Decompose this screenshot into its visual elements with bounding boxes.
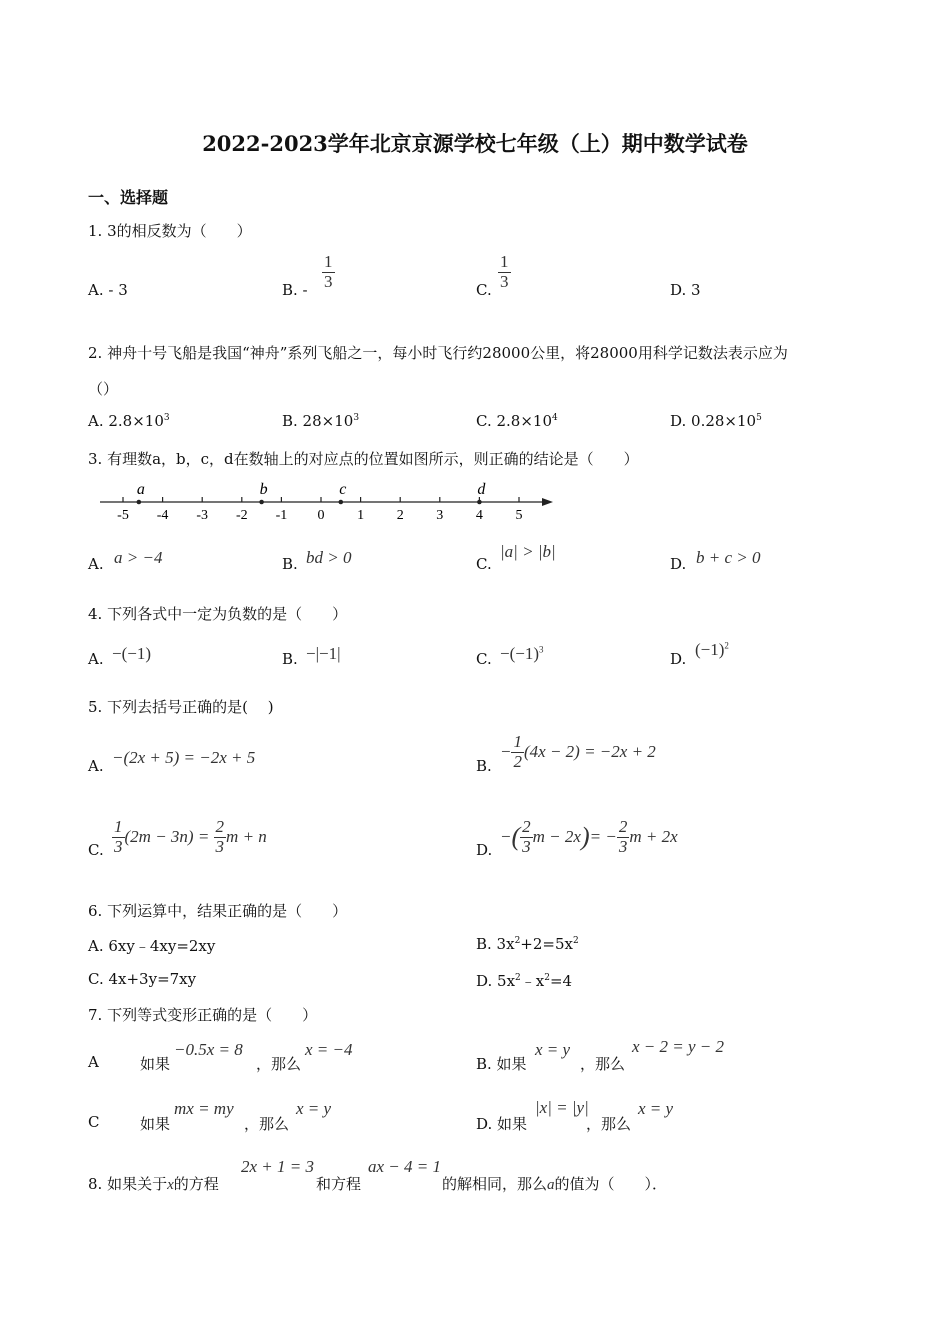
point-c: [339, 500, 344, 505]
q1-stem: 1. 3的相反数为（ ）: [88, 222, 252, 240]
q1-b-num: 1: [324, 252, 333, 271]
q2-c-base: C. 2.8×10: [476, 412, 552, 430]
point-label-c: c: [339, 481, 347, 498]
point-d: [477, 500, 482, 505]
q1-option-b: [282, 281, 308, 299]
q7-d-namo: ，那么: [586, 1115, 632, 1133]
q7-b-namo: ，那么: [580, 1055, 626, 1073]
q2-b-base: B. 28×10: [282, 412, 354, 430]
q4-option-a-label: A.: [88, 650, 104, 668]
tick-label: -5: [117, 508, 129, 523]
q4-option-a-expr: −(−1): [112, 644, 151, 663]
tick-label: -2: [235, 508, 248, 523]
q2-c-exp: 4: [552, 413, 558, 423]
q5-stem: 5. 下列去括号正确的是( ): [88, 698, 274, 716]
tick-label: 4: [475, 508, 483, 523]
q8-eq2: ax − 4 = 1: [368, 1157, 441, 1176]
q5-option-a-expr: −(2x + 5) = −2x + 5: [112, 748, 256, 767]
q6-b-e1: 2: [514, 936, 521, 946]
q3-option-d-expr: b + c > 0: [696, 548, 761, 567]
number-line: [95, 478, 565, 528]
q8-mid3: 的解相同，那么: [442, 1175, 548, 1193]
q7-option-a-label: A: [88, 1053, 99, 1071]
q5-c-num2: 2: [215, 817, 225, 836]
q5-d-lparen: (: [511, 822, 521, 852]
q5-option-c-label: C.: [88, 841, 104, 859]
q3-option-b-expr: bd > 0: [306, 548, 352, 567]
q7-a-if: −0.5x = 8: [174, 1040, 243, 1059]
q7-option-b-label: B. 如果: [476, 1055, 527, 1073]
q6-d-e2: 2: [544, 973, 550, 983]
q5-d-mid: m − 2x: [532, 827, 581, 847]
q5-d-num2: 2: [618, 817, 628, 836]
tick-label: -3: [196, 508, 209, 523]
q7-stem: 7. 下列等式变形正确的是（ ）: [88, 1006, 318, 1024]
q5-option-d-label: D.: [476, 841, 493, 859]
q6-b-e2: 2: [572, 936, 579, 946]
q5-d-den: 3: [522, 836, 531, 856]
q1-option-c: C.: [476, 281, 492, 299]
q4-option-b-label: B.: [282, 650, 298, 668]
q7-a-then: x = −4: [305, 1040, 353, 1059]
q7-a-namo: ，那么: [256, 1055, 302, 1073]
q3-option-a-expr: a > −4: [114, 548, 163, 567]
q5-b-den: 2: [513, 751, 522, 771]
q4-option-b-expr: −|−1|: [306, 644, 341, 663]
point-label-d: d: [477, 481, 486, 498]
q5-d-post: m + 2x: [629, 827, 678, 847]
q5-d-rparen: ): [580, 822, 590, 852]
q3-stem: 3. 有理数a，b，c，d在数轴上的对应点的位置如图所示，则正确的结论是（ ）: [88, 450, 639, 468]
q5-option-a-label: A.: [88, 757, 104, 775]
q7-c-namo: ，那么: [244, 1115, 290, 1133]
q6-d-3: =4: [549, 972, 573, 990]
q5-b-post: (4x − 2) = −2x + 2: [523, 742, 656, 762]
q7-d-if: |x| = |y|: [535, 1098, 589, 1117]
q4-c-exp: 3: [539, 644, 544, 655]
q6-d-2: ﹣x: [520, 972, 545, 990]
q5-option-b-label: B.: [476, 757, 492, 775]
q8-var-x: x: [167, 1177, 174, 1193]
q5-c-mid: (2m − 3n) =: [124, 827, 210, 847]
q1-c-num: 1: [500, 252, 509, 271]
q5-d-eq: = −: [589, 827, 617, 847]
q7-c-then: x = y: [296, 1099, 332, 1118]
q8-var-a: a: [547, 1177, 555, 1193]
q6-option-b: [476, 935, 579, 953]
q7-b-if: x = y: [535, 1040, 571, 1059]
q1-option-a: A. - 3: [88, 281, 128, 299]
q6-option-a: A. 6xy﹣4xy=2xy: [88, 937, 216, 955]
q4-option-d-expr: [695, 640, 729, 660]
q8-eq1: 2x + 1 = 3: [241, 1157, 314, 1176]
q2-stem-cont: （）: [88, 380, 119, 398]
q7-c-ruguo: 如果: [140, 1115, 171, 1133]
q7-c-if: mx = my: [174, 1099, 234, 1118]
q6-b-2: +2=5x: [520, 935, 573, 953]
point-label-a: a: [136, 481, 145, 498]
q6-b-1: B. 3x: [476, 935, 515, 953]
tick-label: 5: [515, 508, 523, 523]
q6-option-d: [476, 970, 572, 991]
q7-d-then: x = y: [638, 1099, 674, 1118]
q5-c-den2: 3: [215, 836, 225, 856]
q1-b-fraction: [322, 253, 335, 291]
q2-option-a: [88, 412, 170, 430]
q5-c-den: 3: [114, 836, 123, 856]
q6-option-c: C. 4x+3y=7xy: [88, 970, 197, 988]
q1-option-d: D. 3: [670, 281, 701, 299]
point-a: [137, 500, 142, 505]
q5-c-num: 1: [114, 817, 123, 836]
q5-option-b-expr: [500, 733, 656, 771]
tick-label: -1: [275, 508, 288, 523]
page-title: 2022-2023学年北京京源学校七年级（上）期中数学试卷: [202, 131, 748, 156]
q6-stem: 6. 下列运算中，结果正确的是（ ）: [88, 902, 348, 920]
q2-a-base: A. 2.8×10: [88, 412, 164, 430]
q5-d-pre: −: [500, 827, 512, 847]
q3-option-c-label: C.: [476, 555, 492, 573]
q2-a-exp: 3: [163, 413, 170, 423]
q4-d-base: (−1): [695, 640, 725, 659]
q3-option-d-label: D.: [670, 555, 687, 573]
q8-post: 的值为（ ）．: [554, 1175, 668, 1193]
q7-b-then: x − 2 = y − 2: [632, 1037, 725, 1056]
q2-d-base: D. 0.28×10: [670, 412, 757, 430]
q5-option-d-expr: [500, 818, 678, 856]
q5-b-pre: −: [500, 742, 512, 762]
q4-option-c-expr: [500, 644, 544, 664]
q2-d-exp: 5: [756, 413, 762, 423]
number-line-arrow: [542, 498, 553, 506]
q2-option-c: [476, 412, 558, 430]
q2-stem: 2. 神舟十号飞船是我国“神舟”系列飞船之一，每小时飞行约28000公里，将28000用科学记数法表示应为: [88, 344, 788, 362]
tick-label: 2: [396, 508, 404, 523]
q5-b-num: 1: [513, 732, 522, 751]
q4-d-exp: 2: [724, 640, 729, 651]
q1-c-fraction: [498, 253, 511, 291]
q6-d-1: D. 5x: [476, 972, 516, 990]
tick-label: 1: [357, 508, 365, 523]
q1-b-label: B. -: [282, 281, 308, 299]
q8-mid2: 和方程: [316, 1175, 362, 1193]
q6-d-e1: 2: [515, 973, 521, 983]
q2-option-d: [670, 412, 762, 430]
tick-label: 0: [317, 508, 325, 523]
q8-tail: [442, 1173, 667, 1194]
q1-b-den: 3: [324, 271, 333, 291]
q7-a-ruguo: 如果: [140, 1055, 171, 1073]
q1-c-den: 3: [500, 271, 509, 291]
q4-stem: 4. 下列各式中一定为负数的是（ ）: [88, 605, 348, 623]
q7-option-d-label: D. 如果: [476, 1115, 528, 1133]
q3-option-b-label: B.: [282, 555, 298, 573]
section-heading: 一、选择题: [88, 188, 169, 207]
q5-option-c-expr: [112, 818, 267, 856]
point-b: [259, 500, 264, 505]
q4-option-c-label: C.: [476, 650, 492, 668]
q8-pre: 8. 如果关于: [88, 1175, 168, 1193]
q5-c-post: m + n: [226, 827, 267, 847]
point-label-b: b: [259, 481, 268, 498]
q2-option-b: [282, 412, 359, 430]
q3-option-c-expr: |a| > |b|: [500, 542, 556, 561]
q5-d-num: 2: [522, 817, 531, 836]
q2-b-exp: 3: [353, 413, 360, 423]
tick-label: 3: [436, 508, 444, 523]
q4-option-d-label: D.: [670, 650, 687, 668]
q5-d-den2: 3: [618, 836, 628, 856]
q8-stem: [88, 1173, 219, 1194]
q8-mid1: 的方程: [173, 1175, 219, 1193]
q4-c-base: −(−1): [500, 644, 539, 663]
q7-option-c-label: C: [88, 1113, 100, 1131]
q3-option-a-label: A.: [88, 555, 104, 573]
tick-label: -4: [156, 508, 169, 523]
